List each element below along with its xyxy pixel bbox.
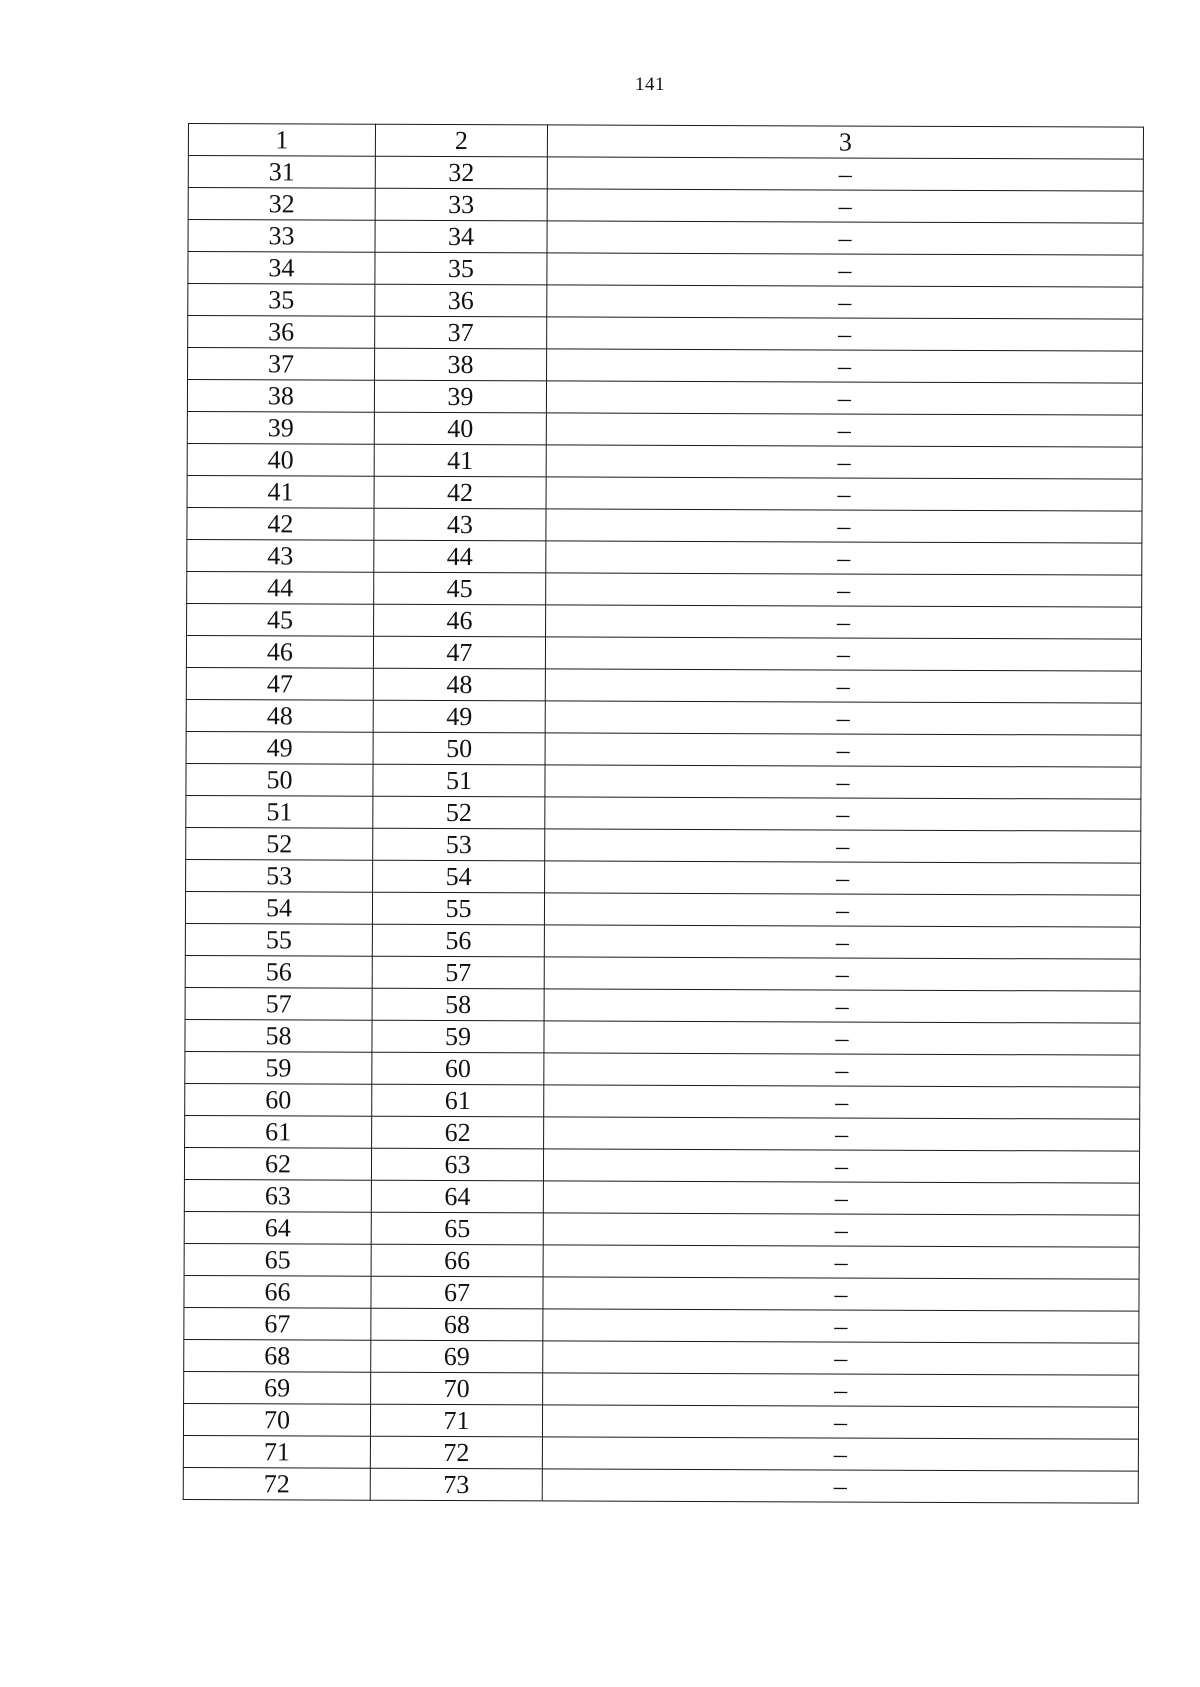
table-row <box>187 539 1142 575</box>
table-row <box>184 1307 1139 1343</box>
table-row <box>187 571 1142 607</box>
table-cell: 46 <box>186 635 373 668</box>
table-cell: – <box>543 1213 1139 1247</box>
table-row <box>185 1019 1140 1055</box>
table-cell: 62 <box>184 1147 371 1180</box>
table-cell: 38 <box>375 348 547 381</box>
table-cell: 43 <box>374 508 546 541</box>
table-cell: 39 <box>187 411 374 444</box>
table-cell: – <box>542 1405 1138 1439</box>
table-cell: 63 <box>184 1179 371 1212</box>
table-cell: 48 <box>373 668 545 701</box>
table-cell: 45 <box>374 572 546 605</box>
table-cell: 34 <box>375 220 547 253</box>
table-cell: 47 <box>373 636 545 669</box>
column-header: 2 <box>375 124 547 157</box>
table-cell: 60 <box>372 1052 544 1085</box>
table-cell: – <box>546 509 1142 543</box>
table-row <box>187 603 1142 639</box>
table-cell: 35 <box>188 284 375 317</box>
table-cell: – <box>545 829 1141 863</box>
table-cell: 45 <box>187 603 374 636</box>
table-row <box>187 411 1142 447</box>
table-cell: – <box>542 1469 1138 1503</box>
table-cell: – <box>544 1021 1140 1055</box>
table-cell: 69 <box>184 1371 371 1404</box>
table-row <box>186 827 1141 863</box>
table-cell: – <box>546 477 1142 511</box>
table-cell: – <box>546 413 1142 447</box>
table-row <box>188 220 1143 256</box>
table-cell: 52 <box>373 796 545 829</box>
table-row <box>188 316 1143 352</box>
table-cell: 57 <box>372 956 544 989</box>
table-cell: – <box>547 189 1143 223</box>
table-cell: 73 <box>370 1468 542 1501</box>
table-cell: 58 <box>372 988 544 1021</box>
table-cell: 35 <box>375 252 547 285</box>
table-cell: – <box>544 989 1140 1023</box>
table-cell: – <box>543 1181 1139 1215</box>
column-header: 1 <box>188 124 375 157</box>
table-cell: – <box>542 1437 1138 1471</box>
table-cell: 44 <box>187 571 374 604</box>
table-cell: – <box>543 1373 1139 1407</box>
table-cell: 40 <box>374 412 546 445</box>
table-cell: – <box>545 701 1141 735</box>
table-cell: 54 <box>185 891 372 924</box>
table-row <box>183 1467 1138 1503</box>
table-row <box>184 1243 1139 1279</box>
table-cell: 58 <box>185 1019 372 1052</box>
table-cell: 40 <box>187 443 374 476</box>
table-cell: – <box>545 765 1141 799</box>
table-cell: – <box>543 1341 1139 1375</box>
table-cell: 43 <box>187 539 374 572</box>
table-cell: 33 <box>188 220 375 253</box>
table-cell: 48 <box>186 699 373 732</box>
table-row <box>185 987 1140 1023</box>
table-cell: 62 <box>372 1116 544 1149</box>
table-cell: – <box>543 1245 1139 1279</box>
table-cell: 67 <box>184 1307 371 1340</box>
table-row <box>185 891 1140 927</box>
table-row <box>188 348 1143 384</box>
table-cell: 42 <box>187 507 374 540</box>
table-cell: 53 <box>373 828 545 861</box>
table-row <box>187 475 1142 511</box>
table-cell: 31 <box>188 156 375 189</box>
table-cell: 36 <box>188 316 375 349</box>
table-cell: – <box>546 445 1142 479</box>
table-row <box>184 1211 1139 1247</box>
table-cell: 37 <box>375 316 547 349</box>
table-row <box>184 1339 1139 1375</box>
table-cell: 34 <box>188 252 375 285</box>
table-row <box>188 284 1143 320</box>
table-row <box>186 795 1141 831</box>
table-row <box>186 635 1141 671</box>
table-cell: 50 <box>186 763 373 796</box>
table-cell: 70 <box>183 1403 370 1436</box>
table-cell: 72 <box>183 1467 370 1500</box>
table-cell: 49 <box>373 700 545 733</box>
table-cell: 72 <box>370 1436 542 1469</box>
table-cell: 64 <box>184 1211 371 1244</box>
table-row <box>185 1083 1140 1119</box>
table-cell: – <box>544 925 1140 959</box>
table-row <box>187 380 1142 416</box>
table-cell: 66 <box>371 1244 543 1277</box>
table-cell: – <box>547 285 1143 319</box>
table-cell: 64 <box>371 1180 543 1213</box>
table-row <box>186 763 1141 799</box>
table-cell: 55 <box>372 892 544 925</box>
table-row <box>184 1371 1139 1407</box>
table-cell: – <box>545 669 1141 703</box>
table-cell: 51 <box>186 795 373 828</box>
table-cell: 36 <box>375 284 547 317</box>
table-cell: 37 <box>188 348 375 381</box>
table-cell: 63 <box>371 1148 543 1181</box>
table-cell: – <box>546 381 1142 415</box>
table-row <box>183 1403 1138 1439</box>
table-cell: – <box>545 637 1141 671</box>
table-cell: 67 <box>371 1276 543 1309</box>
table-cell: 65 <box>371 1212 543 1245</box>
table-cell: – <box>543 1309 1139 1343</box>
table-row <box>183 1435 1138 1471</box>
table-cell: 50 <box>373 732 545 765</box>
table-row <box>186 859 1141 895</box>
column-header: 3 <box>547 125 1143 159</box>
table-cell: 68 <box>371 1308 543 1341</box>
table-row <box>185 955 1140 991</box>
table-cell: – <box>547 349 1143 383</box>
table-cell: – <box>547 253 1143 287</box>
table-row <box>186 667 1141 703</box>
table-row <box>187 507 1142 543</box>
table-row <box>186 731 1141 767</box>
table-cell: 32 <box>188 188 375 221</box>
table-row <box>185 1051 1140 1087</box>
table-cell: 60 <box>185 1083 372 1116</box>
table-row <box>184 1147 1139 1183</box>
table-cell: – <box>543 1277 1139 1311</box>
table-cell: 61 <box>372 1084 544 1117</box>
table-cell: 61 <box>185 1115 372 1148</box>
table-cell: 68 <box>184 1339 371 1372</box>
table-cell: 56 <box>185 955 372 988</box>
table-cell: 46 <box>374 604 546 637</box>
table-cell: 53 <box>186 859 373 892</box>
table-cell: – <box>544 1085 1140 1119</box>
table-cell: – <box>546 605 1142 639</box>
table-cell: 57 <box>185 987 372 1020</box>
table-cell: 47 <box>186 667 373 700</box>
table-cell: 71 <box>183 1435 370 1468</box>
table-cell: 71 <box>370 1404 542 1437</box>
table-cell: 55 <box>185 923 372 956</box>
table-cell: – <box>547 157 1143 191</box>
table-cell: – <box>545 733 1141 767</box>
table-cell: 56 <box>372 924 544 957</box>
table-cell: 41 <box>374 444 546 477</box>
table-cell: 69 <box>371 1340 543 1373</box>
table-cell: – <box>544 957 1140 991</box>
table-cell: – <box>543 1149 1139 1183</box>
table-body <box>183 156 1143 1504</box>
table-cell: – <box>544 1117 1140 1151</box>
table-cell: 42 <box>374 476 546 509</box>
table-cell: 52 <box>186 827 373 860</box>
table-row <box>187 443 1142 479</box>
table-header <box>188 124 1143 160</box>
table-cell: 54 <box>373 860 545 893</box>
table-cell: 38 <box>187 380 374 413</box>
table-row <box>188 156 1143 192</box>
table-cell: 39 <box>374 380 546 413</box>
table-row <box>188 252 1143 288</box>
table-cell: – <box>546 573 1142 607</box>
table-row <box>185 923 1140 959</box>
table-row <box>184 1179 1139 1215</box>
table-cell: – <box>544 893 1140 927</box>
table-row <box>186 699 1141 735</box>
table-row <box>184 1275 1139 1311</box>
page-number: 141 <box>635 74 665 95</box>
table-cell: 66 <box>184 1275 371 1308</box>
table-cell: 44 <box>374 540 546 573</box>
table-cell: – <box>544 1053 1140 1087</box>
data-table <box>183 123 1144 1504</box>
table-cell: – <box>547 317 1143 351</box>
table-cell: 41 <box>187 475 374 508</box>
table-cell: – <box>546 541 1142 575</box>
table-cell: 65 <box>184 1243 371 1276</box>
table-cell: – <box>547 221 1143 255</box>
table-cell: 33 <box>375 188 547 221</box>
table-row <box>185 1115 1140 1151</box>
table-row <box>188 188 1143 224</box>
table-cell: – <box>545 861 1141 895</box>
header-row <box>188 124 1143 160</box>
table-cell: – <box>545 797 1141 831</box>
table-cell: 49 <box>186 731 373 764</box>
table-cell: 51 <box>373 764 545 797</box>
table-cell: 59 <box>372 1020 544 1053</box>
table-cell: 70 <box>371 1372 543 1405</box>
table-cell: 59 <box>185 1051 372 1084</box>
table-cell: 32 <box>375 156 547 189</box>
